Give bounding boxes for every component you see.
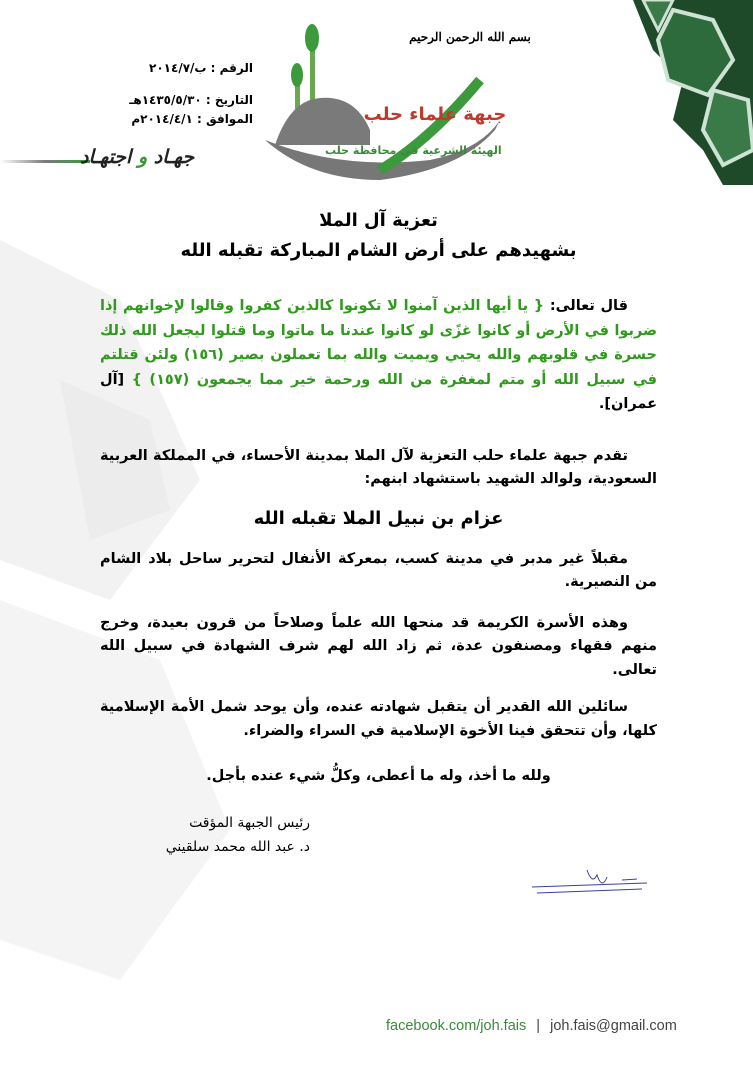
- slogan-underline: [0, 160, 90, 163]
- closing-line: ولله ما أخذ، وله ما أعطى، وكلُّ شيء عنده بأجل.: [206, 768, 551, 784]
- document-body: [100, 206, 657, 900]
- logo-text: جبهة علماء حلب: [363, 104, 507, 125]
- quran-verse-paragraph: [100, 294, 657, 417]
- handwritten-signature: [527, 865, 657, 900]
- paragraph-text: تقدم جبهة علماء حلب التعزية لآل الملا بمدينة الأحساء، في المملكة العربية السعودية، ولوالد الشهيد باستشهاد ابنهم:: [100, 447, 657, 487]
- slogan-part2: اجتهـاد: [80, 146, 132, 168]
- footer-contact: [386, 1018, 677, 1034]
- paragraph-text: وهذه الأسرة الكريمة قد منحها الله علماً وصلاحاً من قرون بعيدة، وخرج منهم فقهاء ومصنفون عدة، ثم زاد الله لهم شرف الشهادة في سبيل الله تعالى.: [100, 614, 657, 678]
- slogan-conjunction: و: [137, 146, 148, 168]
- verse-intro: قال تعالى:: [544, 298, 628, 314]
- paragraph-prayer: [100, 696, 657, 743]
- star-pattern-decoration: [613, 0, 753, 185]
- document-title: تعزية آل الملا: [319, 210, 438, 231]
- org-subtitle: الهيئة الشرعية في محافظة حلب: [325, 144, 502, 157]
- basmala: بسم الله الرحمن الرحيم: [409, 30, 531, 44]
- facebook-link[interactable]: facebook.com/joh.fais: [386, 1018, 527, 1034]
- date-hijri: التاريخ : ١٤٣٥/٥/٣٠هـ: [129, 93, 253, 107]
- reference-number: الرقم : ب/٢٠١٤/٧: [149, 61, 253, 75]
- signatory-position: رئيس الجبهة المؤقت: [189, 814, 310, 831]
- paragraph-text: مقبلاً غير مدبر في مدينة كسب، بمعركة الأنفال لتحرير ساحل بلاد الشام من النصيرية.: [100, 550, 657, 590]
- paragraph-family: [100, 612, 657, 683]
- slogan: [80, 146, 194, 168]
- date-gregorian: الموافق : ٢٠١٤/٤/١م: [131, 112, 253, 126]
- verse-source: [آل عمران].: [100, 371, 657, 412]
- martyr-name: عزام بن نبيل الملا تقبله الله: [253, 507, 504, 529]
- verse-text: { يا أيها الذين آمنوا لا تكونوا كالذين كفروا وقالوا لإخوانهم إذا ضربوا في الأرض أو كانوا غزًى لو كانوا عندنا ما ماتوا وما قتلوا ليجعل الله ذلك حسرة في قلوبهم والله يحيي ويميت والله بما تعملون بصير (١٥٦) ولئن قتلتم في سبيل الله أو متم لمغفرة من الله ورحمة خير مما يجمعون (١٥٧) }: [100, 298, 657, 388]
- document-subtitle: بشهيدهم على أرض الشام المباركة تقبله الله: [180, 240, 577, 261]
- paragraph-condolence: [100, 445, 657, 492]
- signatory-name: د. عبد الله محمد سلقيني: [165, 838, 310, 855]
- email-link[interactable]: joh.fais@gmail.com: [550, 1018, 677, 1034]
- footer-separator: |: [536, 1018, 541, 1034]
- slogan-part1: جهـاد: [153, 146, 195, 168]
- paragraph-text: سائلين الله القدير أن يتقبل شهادته عنده، وأن يوحد شمل الأمة الإسلامية كلها، وأن تتحقق فينا الأخوة الإسلامية في السراء والضراء.: [100, 699, 657, 739]
- paragraph-battle: [100, 548, 657, 595]
